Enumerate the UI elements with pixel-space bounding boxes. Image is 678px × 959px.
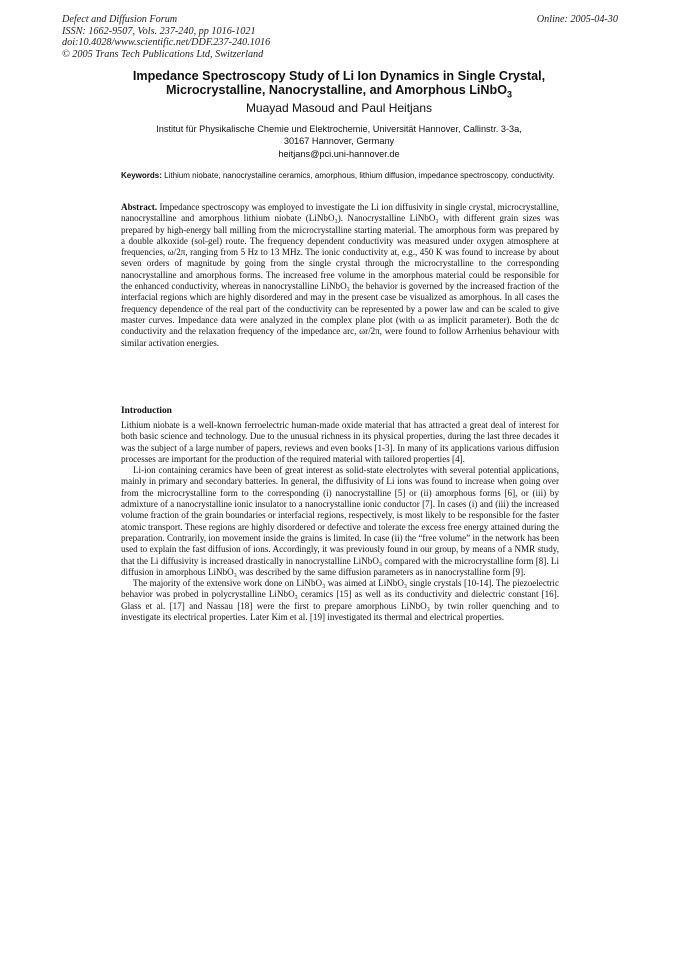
- doi-line[interactable]: doi:10.4028/www.scientific.net/DDF.237-240.1016: [62, 37, 271, 48]
- abstract-label: Abstract.: [121, 202, 158, 212]
- affiliation: [100, 123, 578, 160]
- abstract: [121, 202, 559, 349]
- keywords: [121, 171, 558, 181]
- intro-paragraph-2: Li-ion containing ceramics have been of great interest as solid-state electrolytes with several potential applications, mainly in primary and secondary batteries. In general, the diffusivity of Li ions was found to increase when going over from the microcrystalline form to the corresponding (i) nanocrystalline [5] or (ii) amorphous forms [6], or (iii) by admixture of a nanocrystalline ionic insulator to a nanocrystalline ionic conductor [7]. In cases (i) and (iii) the increased volume fraction of the grain boundaries or interfacial regions, respectively, is most likely to be responsible for the faster atomic transport. These regions are highly disordered or defective and tolerate the excess free energy attained during the preparation. Contrarily, ion movement inside the grains is limited. In case (ii) the “free volume” in the network has been used to explain the fast diffusion of ions. Accordingly, it was previously found in our group, by means of a NMR study, that the Li diffusivity is increased drastically in nanocrystalline LiNbO₃ compared with the microcrystalline form [8]. Li diffusion in amorphous LiNbO₃ was described by the same diffusion parameters as in nanocrystalline form [9].: [121, 465, 559, 577]
- keywords-text: Lithium niobate, nanocrystalline ceramics, amorphous, lithium diffusion, impedance spectroscopy, conductivity.: [164, 171, 555, 180]
- intro-heading: Introduction: [121, 406, 172, 416]
- issn-line: ISSN: 1662-9507, Vols. 237-240, pp 1016-1021: [62, 25, 256, 37]
- affiliation-line-2: 30167 Hannover, Germany: [283, 136, 395, 146]
- online-date: Online: 2005-04-30: [536, 14, 618, 25]
- authors: Muayad Masoud and Paul Heitjans: [245, 101, 433, 115]
- copyright-line: © 2005 Trans Tech Publications Ltd, Switzerland: [62, 48, 264, 60]
- introduction: [121, 420, 559, 623]
- paper-title: [100, 69, 578, 102]
- intro-paragraph-1: Lithium niobate is a well-known ferroelectric human-made oxide material that has attracted a great deal of interest for both basic science and technology. Due to the unusual richness in its physical properties, during the last three decades it was the subject of a large number of papers, reviews and even books [1-3]. In many of its applications various diffusion processes are important for the production of the required material with tailored properties [4].: [121, 420, 559, 464]
- title-line-2: Microcrystalline, Nanocrystalline, and Amorphous LiNbO$_3$: [165, 83, 513, 100]
- journal-header: [62, 14, 618, 60]
- affiliation-line-1: Institut für Physikalische Chemie und Elektrochemie, Universität Hannover, Callinstr. 3-3a,: [156, 124, 522, 134]
- abstract-text: Impedance spectroscopy was employed to investigate the Li ion diffusivity in single crystal, microcrystalline, nanocrystalline and amorphous lithium niobate (LiNbO₃). Nanocrystalline LiNbO₃ with different grain sizes was prepared by high-energy ball milling from the microcrystalline starting material. The amorphous form was prepared by a double alkoxide (sol-gel) route. The frequency dependent conductivity was measured under oxygen atmosphere at frequencies, ω/2π, ranging from 5 Hz to 13 MHz. The ionic conductivity at, e.g., 450 K was found to increase by about seven orders of magnitude by going from the single crystal through the microcrystalline to the corresponding nanocrystalline and amorphous forms. The increased free volume in the amorphous material could be responsible for the enhanced conductivity, whereas in nanocrystalline LiNbO₃ the behavior is governed by the increased fraction of the interfacial regions which are highly disordered and may in the present case be visualized as amorphous. In all cases the frequency dependence of the real part of the conductivity can be represented by a power law and can be scaled to give master curves. Impedance data were analyzed in the complex plane plot (with ω as implicit parameter). Both the dc conductivity and the relaxation frequency of the impedance arc, ωr/2π, were found to follow Arrhenius behaviour with similar activation energies.: [121, 202, 560, 348]
- intro-paragraph-3: The majority of the extensive work done on LiNbO₃ was aimed at LiNbO₃ single crystals [10-14]. The piezoelectric behavior was probed in polycrystalline LiNbO₃ ceramics [15] as well as its conductivity and dielectric constant [16]. Glass et al. [17] and Nassau [18] were the first to prepare amorphous LiNbO₃ by twin roller quenching and to investigate its electrical properties. Later Kim et al. [19] investigated its thermal and electrical properties.: [121, 578, 559, 623]
- keywords-label: Keywords:: [121, 171, 162, 180]
- journal-name: Defect and Diffusion Forum: [62, 14, 178, 25]
- title-line-1: Impedance Spectroscopy Study of Li Ion Dynamics in Single Crystal,: [132, 69, 546, 83]
- email[interactable]: heitjans@pci.uni-hannover.de: [278, 149, 400, 159]
